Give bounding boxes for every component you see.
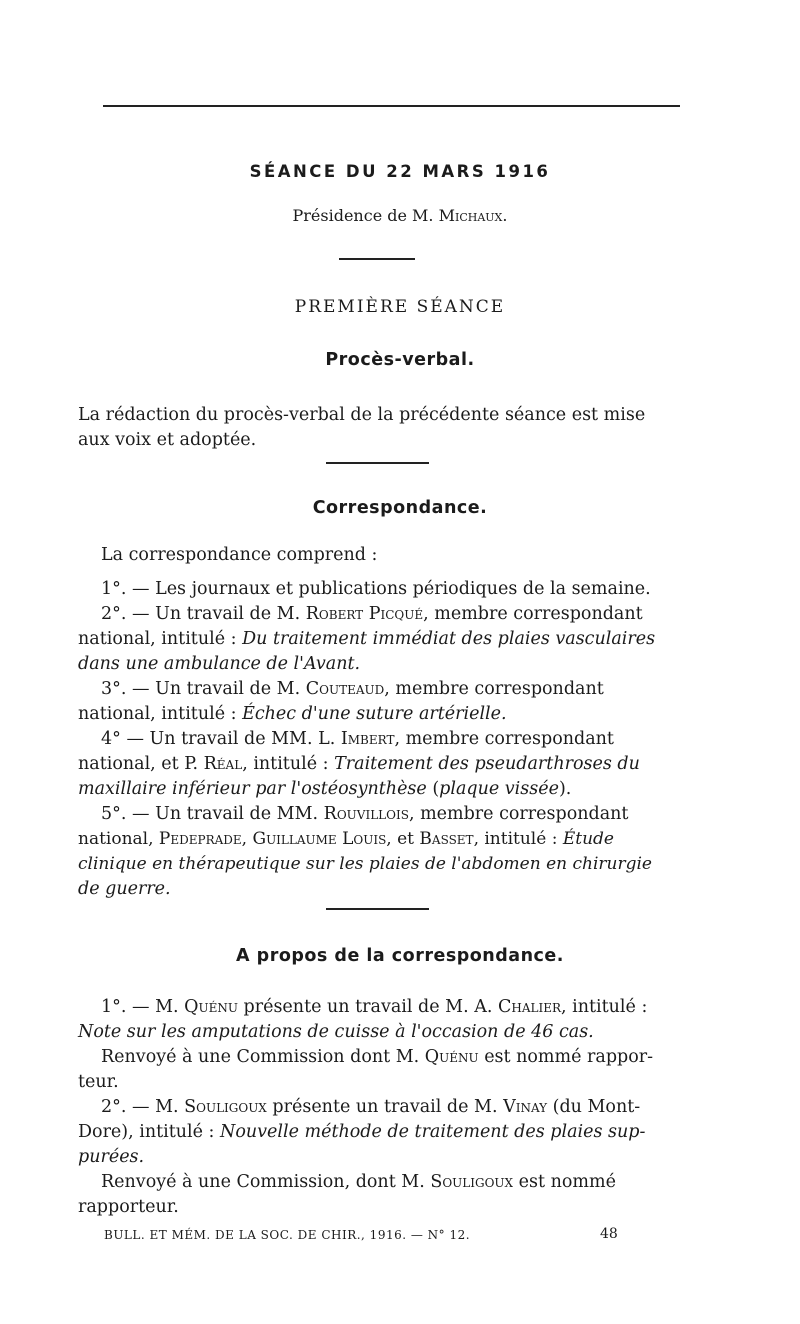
author-name: Vinay [503,1097,548,1117]
proces-verbal-line-2: aux voix et adoptée. [78,430,257,450]
text-span: Dore), intitulé : [78,1122,221,1142]
text-span: est nommé rappor- [478,1047,654,1067]
text-span: , membre correspondant [423,604,643,624]
correspondance-item-4-line-2 [78,752,682,777]
text-span: 2°. — Un travail de M. [101,604,306,624]
correspondance-item-5-line-2 [78,827,682,852]
correspondance-item-2-line-1 [101,602,682,627]
text-span: , membre correspondant [384,679,604,699]
apropos-heading: A propos de la correspondance. [236,946,564,966]
text-span: 3°. — Un travail de M. [101,679,306,699]
author-name: Quénu [424,1047,479,1067]
apropos-p2-line-2: teur. [78,1072,119,1092]
work-title: clinique en thérapeutique sur les plaies de l'abdomen en chirurgie [78,854,652,874]
top-rule [103,105,680,107]
apropos-p3-line-1 [101,1095,682,1120]
author-name: Couteaud [305,679,385,699]
separator-rule-3 [326,908,429,910]
author-name: Guillaume Louis [252,829,387,849]
text-span: , intitulé : [561,997,648,1017]
text-span: national, et P. [78,754,204,774]
text-span: , membre correspondant [394,729,614,749]
correspondance-item-5-line-3 [78,852,682,877]
presidence-line [0,206,800,225]
text-span: , et [386,829,420,849]
apropos-p4-line-2: rapporteur. [78,1197,179,1217]
author-name: Réal [203,754,243,774]
author-name: Robert Picqué [305,604,424,624]
text-span: ). [558,779,572,799]
text-span: 2°. — M. [101,1097,185,1117]
work-title: Traitement des pseudarthroses du [334,754,640,774]
apropos-p3-line-2 [78,1120,682,1145]
apropos-p2-line-1 [101,1045,682,1070]
text-span: présente un travail de M. A. [237,997,498,1017]
text-span: national, [78,829,159,849]
text-span: Renvoyé à une Commission dont M. [101,1047,425,1067]
work-title: Nouvelle méthode de traitement des plaies sup- [220,1122,646,1142]
work-title: plaque vissée [439,779,559,799]
president-name: Michaux [438,206,503,225]
presidence-suffix: . [502,206,508,225]
correspondance-item-3-line-1 [101,677,682,702]
text-span: , intitulé : [242,754,335,774]
author-name: Souligoux [184,1097,267,1117]
correspondance-item-2-line-3 [78,652,682,677]
correspondance-item-4-line-1 [101,727,682,752]
work-title: Échec d'une suture artérielle. [242,704,507,724]
apropos-p4-line-1 [101,1170,682,1195]
text-span: présente un travail de M. [266,1097,504,1117]
text-span: ( [426,779,440,799]
apropos-p1-line-2 [78,1020,682,1045]
work-title: dans une ambulance de l'Avant. [78,654,361,674]
text-span: , [241,829,253,849]
text-span: (du Mont- [547,1097,641,1117]
proces-verbal-line-1: La rédaction du procès-verbal de la précédente séance est mise [78,405,646,425]
text-span: national, intitulé : [78,704,243,724]
text-span: national, intitulé : [78,629,243,649]
correspondance-item-1: 1°. — Les journaux et publications périodiques de la semaine. [101,579,651,599]
correspondance-intro: La correspondance comprend : [101,545,378,565]
page-number: 48 [600,1226,618,1242]
apropos-p3-line-3 [78,1145,682,1170]
correspondance-item-4-line-3 [78,777,682,802]
author-name: Rouvillois [323,804,409,824]
author-name: Quénu [184,997,238,1017]
author-name: Pedeprade [158,829,242,849]
journal-footer: BULL. ET MÉM. DE LA SOC. DE CHIR., 1916. — N° 12. [104,1228,471,1242]
presidence-prefix: Présidence de M. [292,206,439,225]
text-span: 5°. — Un travail de MM. [101,804,324,824]
work-title: Du traitement immédiat des plaies vasculaires [242,629,656,649]
author-name: Imbert [340,729,395,749]
correspondance-item-5-line-4 [78,877,682,902]
correspondance-item-5-line-1 [101,802,682,827]
author-name: Basset [419,829,474,849]
seance-title: SÉANCE DU 22 MARS 1916 [249,162,551,181]
correspondance-heading: Correspondance. [312,498,488,518]
work-title: maxillaire inférieur par l'ostéosynthèse [78,779,427,799]
correspondance-item-3-line-2 [78,702,682,727]
author-name: Souligoux [430,1172,514,1192]
correspondance-item-2-line-2 [78,627,682,652]
premiere-seance-heading: PREMIÈRE SÉANCE [294,297,506,317]
text-span: , intitulé : [473,829,563,849]
proces-verbal-heading: Procès-verbal. [325,350,475,370]
work-title: de guerre. [78,879,171,899]
text-span: , membre correspondant [408,804,629,824]
text-span: est nommé [513,1172,616,1192]
apropos-p1-line-1 [101,995,682,1020]
separator-rule-1 [339,258,415,260]
work-title: Étude [562,829,614,849]
separator-rule-2 [326,462,429,464]
text-span: 1°. — M. [101,997,185,1017]
author-name: Chalier [497,997,561,1017]
work-title: Note sur les amputations de cuisse à l'occasion de 46 cas. [78,1022,594,1042]
work-title: purées. [78,1147,145,1167]
text-span: Renvoyé à une Commission, dont M. [101,1172,431,1192]
text-span: 4° — Un travail de MM. L. [101,729,341,749]
